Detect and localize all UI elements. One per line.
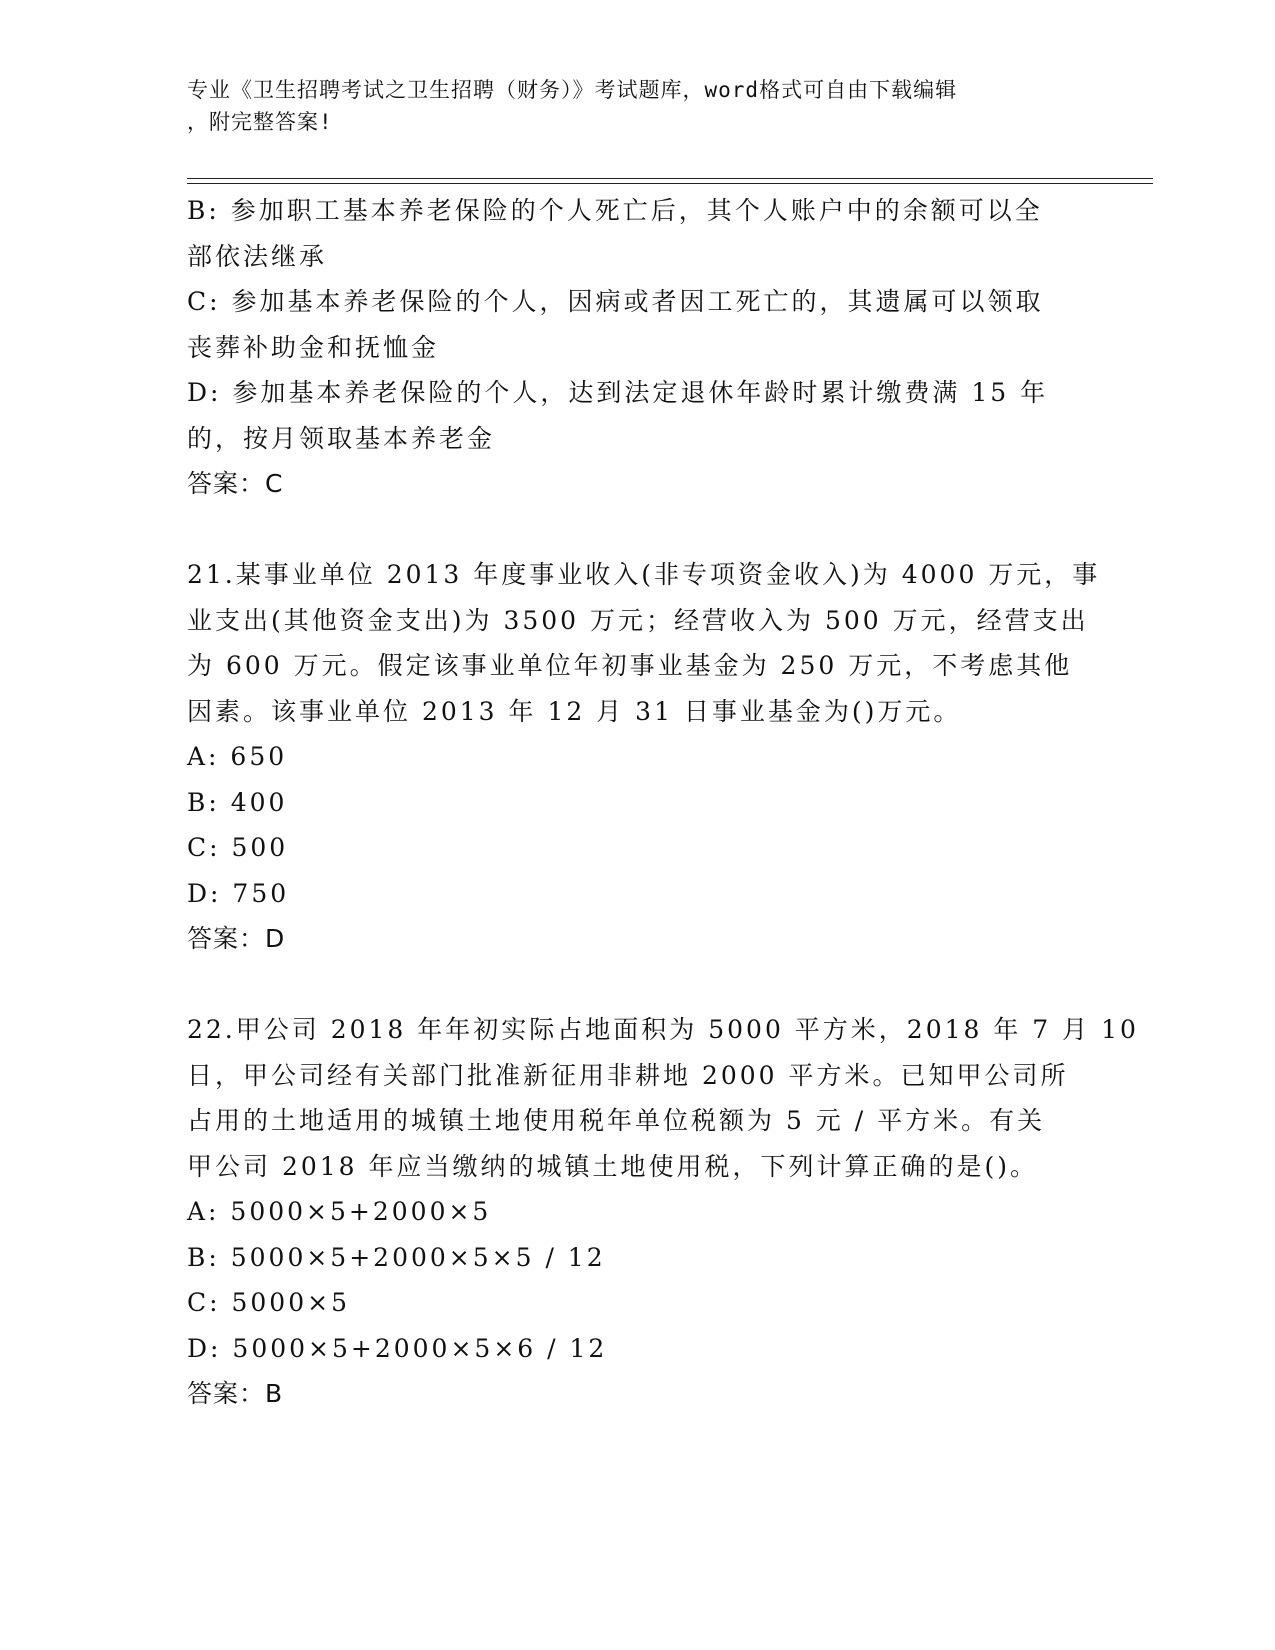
question-stem-line: 21.某事业单位 2013 年度事业收入(非专项资金收入)为 4000 万元，事 [187,560,1101,589]
document-header [187,74,1087,138]
question-stem-line: 占用的土地适用的城镇土地使用税年单位税额为 5 元 / 平方米。有关 [187,1106,1046,1135]
question-22 [187,1007,1139,1417]
option-d-line-1: D: 参加基本养老保险的个人，达到法定退休年龄时累计缴费满 15 年 [187,378,1049,407]
question-stem-line: 为 600 万元。假定该事业单位年初事业基金为 250 万元，不考虑其他 [187,651,1073,680]
answer-label: 答案：B [187,1379,284,1408]
document-body [187,188,1139,1417]
option-c-line-2: 丧葬补助金和抚恤金 [187,332,440,362]
header-line-1: 专业《卫生招聘考试之卫生招聘（财务）》考试题库，word格式可自由下载编辑 [187,78,958,102]
question-21 [187,552,1101,962]
option-c: C: 5000×5 [187,1288,350,1317]
spacer [187,962,1087,1008]
answer-label: 答案：C [187,469,284,498]
option-c-line-1: C: 参加基本养老保险的个人，因病或者因工死亡的，其遗属可以领取 [187,287,1044,316]
answer-label: 答案：D [187,924,286,953]
header-rule-bottom [187,183,1153,184]
option-d: D: 5000×5+2000×5×6 / 12 [187,1333,608,1363]
header-rule-top [187,178,1153,179]
option-d-line-2: 的，按月领取基本养老金 [187,423,496,453]
question-stem-line: 因素。该事业单位 2013 年 12 月 31 日事业基金为()万元。 [187,696,962,726]
option-b: B: 5000×5+2000×5×5 / 12 [187,1242,606,1272]
option-b-line-2: 部依法继承 [187,241,328,271]
option-a: A: 5000×5+2000×5 [187,1197,492,1226]
question-stem-line: 22.甲公司 2018 年年初实际占地面积为 5000 平方米，2018 年 7 月 10 [187,1015,1139,1044]
option-d: D: 750 [187,878,290,908]
spacer [187,507,1087,553]
option-a: A: 650 [187,742,288,771]
header-line-2: ，附完整答案! [187,110,333,134]
option-b-line-1: B: 参加职工基本养老保险的个人死亡后，其个人账户中的余额可以全 [187,196,1043,225]
question-stem-line: 日，甲公司经有关部门批准新征用非耕地 2000 平方米。已知甲公司所 [187,1060,1069,1090]
question-stem-line: 甲公司 2018 年应当缴纳的城镇土地使用税，下列计算正确的是()。 [187,1151,1039,1181]
question-stem-line: 业支出(其他资金支出)为 3500 万元；经营收入为 500 万元，经营支出 [187,605,1089,635]
question-20-tail [187,188,1087,507]
option-b: B: 400 [187,787,288,817]
option-c: C: 500 [187,833,289,862]
